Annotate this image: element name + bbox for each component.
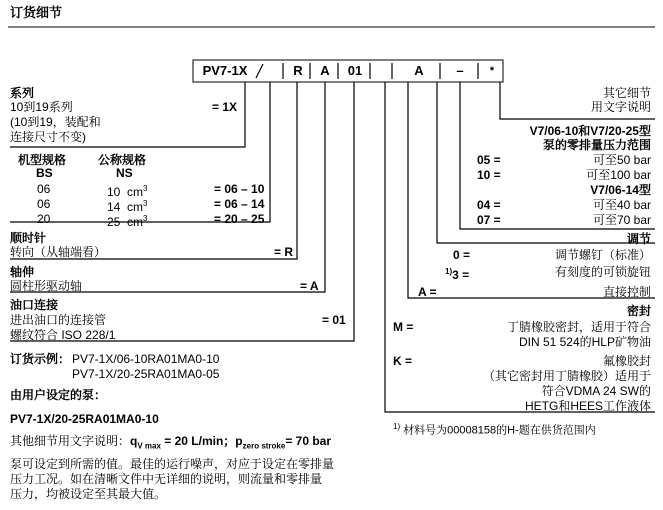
code-seg-a: A [320,63,330,78]
seal-k-code: K = [393,354,413,368]
code-seg-dash: – [456,63,464,78]
size-row-bs: 06 [37,197,51,211]
pressure-text: 可至70 bar [592,213,651,227]
seal-k-line1: 氟橡胶封 [602,354,651,368]
adjust-row1-text: 调节螺钉（标准） [554,248,651,262]
adjust-row3-code: A = [418,285,437,299]
footnote: $^{1)}$ 材料号为00008158的H-题在供货范围内 [393,422,596,437]
port-text2: 螺纹符合 ISO 228/1 [10,328,116,342]
seal-m-line1: 丁腈橡胶密封，适用于符合 [506,320,651,334]
size-row-ns: 25 $cm^3$ [107,214,148,229]
page-title: 订货细节 [10,5,63,20]
pressure-code: 10 = [477,168,501,182]
code-seg-r: R [293,63,303,78]
adjust-row2-code: $^{1)}$3 = [445,267,470,282]
size-row-bs: 20 [37,212,51,226]
example-line1: PV7-1X/06-10RA01MA0-10 [72,352,220,366]
pressure-code: 05 = [477,153,501,167]
size-row-code: = 06 – 14 [214,197,265,211]
port-code: = 01 [322,313,346,327]
series-heading: 系列 [10,86,35,100]
user-pump-para3: 压力，均被设定至其最大值。 [10,487,167,501]
rotation-text: 转向（从轴端看） [10,245,107,259]
other-line1: 其它细节 [602,86,651,100]
size-row-ns: 14 $cm^3$ [107,199,148,214]
code-prefix: PV7-1X [202,63,248,78]
size-col2-head: 公称规格 [98,153,147,167]
size-col1-head: 机型规格 [18,153,67,167]
pressure-text: 可至100 bar [586,168,651,182]
adjust-row1-code: 0 = [453,248,471,262]
pressure-text: 可至40 bar [592,198,651,212]
series-line2: (10到19，装配和 [10,115,101,129]
size-row-bs: 06 [37,182,51,196]
pressure-text: 可至50 bar [592,153,651,167]
other-line2: 用文字说明 [590,100,651,114]
pressure-heading2: 泵的零排量压力范围 [542,138,651,152]
size-col2-sub: NS [116,166,133,180]
seal-k-line2: （其它密封用丁腈橡胶）适用于 [482,369,651,383]
seal-k-line4: HETG和HEES工作液体 [524,399,651,413]
code-seg-a2: A [414,63,424,78]
size-col1-sub: BS [36,166,53,180]
seal-heading: 密封 [626,304,651,318]
shaft-heading: 轴伸 [10,265,35,279]
example-line2: PV7-1X/20-25RA01MA0-05 [72,367,220,381]
pressure-code: 04 = [477,198,501,212]
user-pump-heading: 由用户设定的泵： [10,388,107,402]
port-heading: 油口连接 [10,298,59,312]
port-text1: 进出油口的连接管 [10,313,107,327]
rotation-heading: 顺时针 [10,231,47,245]
user-pump-para1: 泵可设定到所需的值。最佳的运行噪声，对应于设定在零排量 [10,457,335,471]
user-pump-para2: 压力工况。如在清晰文件中无详细的说明，则流量和零排量 [10,472,323,486]
adjust-row3-text: 直接控制 [602,285,651,299]
code-seg-star: * [489,65,495,77]
size-row-ns: 10 $cm^3$ [107,184,148,199]
seal-m-code: M = [393,320,414,334]
shaft-code: = A [300,279,319,293]
pressure-heading3: V7/06-14型 [590,183,651,197]
user-pump-model: PV7-1X/20-25RA01MA0-10 [10,412,159,426]
shaft-text: 圆柱形驱动轴 [10,279,83,293]
series-line3: 连接尺寸不变) [10,130,86,144]
seal-k-line3: 符合VDMA 24 SW的 [541,384,651,398]
size-row-code: = 06 – 10 [214,182,265,196]
adjust-heading: 调节 [626,232,651,246]
pressure-heading1: V7/06-10和V7/20-25型 [529,124,651,138]
seal-m-line2: DIN 51 524的HLP矿物油 [518,335,651,349]
series-code: = 1X [212,100,238,114]
size-row-code: = 20 – 25 [214,212,265,226]
example-label: 订货示例： [10,352,71,366]
adjust-row2-text: 有刻度的可锁旋钮 [554,265,651,279]
user-pump-details: 其他细节用文字说明：$q_{V max} = 20$ L/min；$p_{zero stroke}= 70$ bar [10,434,332,451]
pressure-code: 07 = [477,213,501,227]
series-line1: 10到19系列 [10,100,73,114]
code-seg-01: 01 [347,63,363,78]
rotation-code: = R [274,245,294,259]
